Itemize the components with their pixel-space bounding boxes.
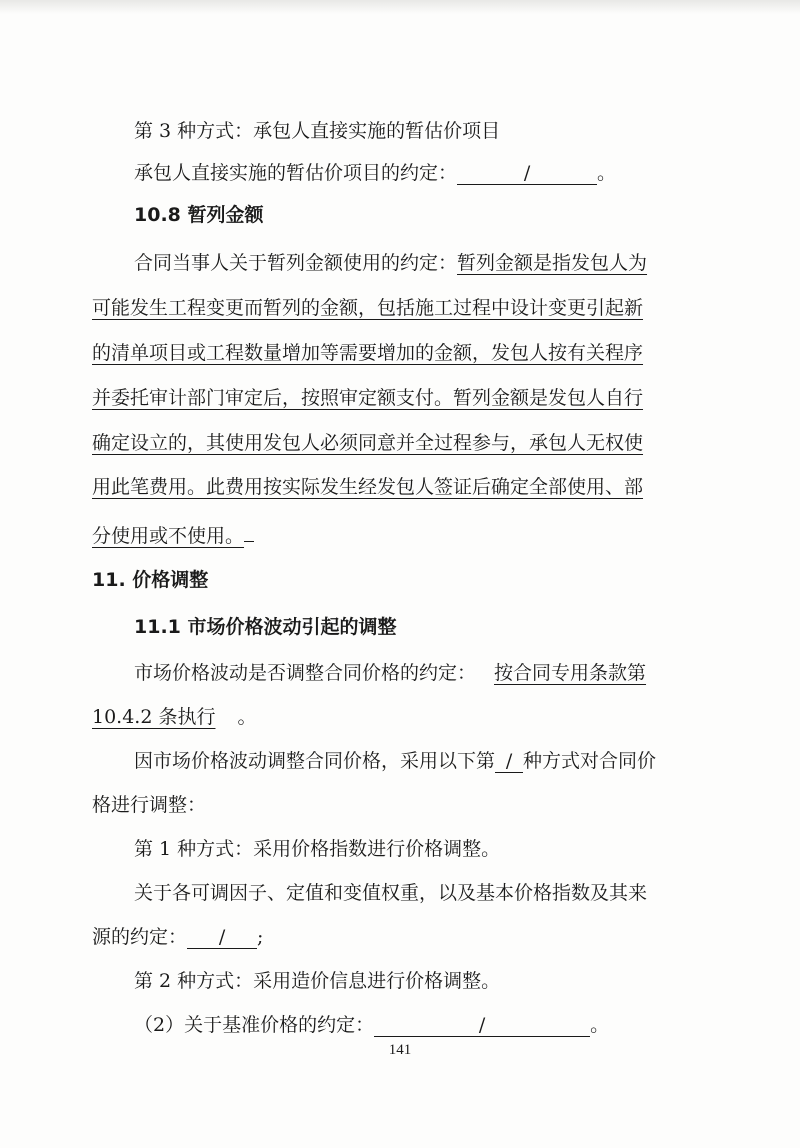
text: 承包人直接实施的暂估价项目的约定： <box>134 162 458 184</box>
heading-text: 11. 价格调整 <box>92 569 209 591</box>
method-3-heading <box>0 118 800 144</box>
paragraph-line <box>0 836 800 862</box>
underlined-text: 暂列金额是指发包人为 <box>457 252 648 274</box>
paragraph-line <box>0 968 800 994</box>
underlined-text: 10.4.2 条执行 <box>92 706 216 728</box>
fill-blank: / <box>187 926 257 949</box>
fill-blank: / <box>457 162 597 185</box>
paragraph-line <box>0 748 800 774</box>
text: ; <box>257 926 264 948</box>
heading-text: 10.8 暂列金额 <box>134 204 264 226</box>
paragraph-line <box>0 385 800 411</box>
paragraph-line <box>0 792 800 818</box>
paragraph-line <box>0 340 800 366</box>
text: 第 2 种方式：采用造价信息进行价格调整。 <box>134 970 501 992</box>
text: 合同当事人关于暂列金额使用的约定： <box>134 252 458 274</box>
text: 因市场价格波动调整合同价格，采用以下第 <box>134 750 496 772</box>
fill-blank: / <box>495 750 523 773</box>
section-11-heading <box>0 567 800 593</box>
underlined-text: 并委托审计部门审定后，按照审定额支付。暂列金额是发包人自行 <box>92 387 644 409</box>
underlined-text: 用此笔费用。此费用按实际发生经发包人签证后确定全部使用、部 <box>92 476 644 498</box>
section-10-8-heading <box>0 202 800 228</box>
page-number: 141 <box>388 1042 412 1058</box>
scan-edge <box>0 0 800 14</box>
text: 种方式对合同价 <box>523 750 657 772</box>
underlined-text: 按合同专用条款第 <box>494 662 647 684</box>
paragraph-line <box>0 519 800 549</box>
section-11-1-heading <box>0 614 800 640</box>
text: 。 <box>237 706 257 728</box>
text: 格进行调整： <box>92 794 207 816</box>
paragraph-line <box>0 1012 800 1038</box>
text: 第 1 种方式：采用价格指数进行价格调整。 <box>134 838 501 860</box>
underlined-text: 的清单项目或工程数量增加等需要增加的金额，发包人按有关程序 <box>92 342 644 364</box>
text: 源的约定： <box>92 926 188 948</box>
text: （2）关于基准价格的约定： <box>134 1014 375 1036</box>
paragraph-line <box>0 250 800 276</box>
fill-blank: / <box>374 1014 590 1037</box>
paragraph-line <box>0 660 800 686</box>
provisional-item-agreement <box>0 160 800 186</box>
paragraph-line <box>0 295 800 321</box>
paragraph-line <box>0 704 800 730</box>
text: 。 <box>590 1014 610 1036</box>
text: 第 3 种方式：承包人直接实施的暂估价项目 <box>134 120 501 142</box>
paragraph-line <box>0 474 800 500</box>
fill-blank <box>244 519 254 542</box>
text: 市场价格波动是否调整合同价格的约定： <box>134 662 477 684</box>
paragraph-line <box>0 924 800 950</box>
text: 。 <box>597 162 617 184</box>
heading-text: 11.1 市场价格波动引起的调整 <box>134 616 397 638</box>
underlined-text: 分使用或不使用。 <box>92 525 245 547</box>
paragraph-line <box>0 430 800 456</box>
underlined-text: 可能发生工程变更而暂列的金额，包括施工过程中设计变更引起新 <box>92 297 644 319</box>
underlined-text: 确定设立的，其使用发包人必须同意并全过程参与，承包人无权使 <box>92 432 644 454</box>
text: 关于各可调因子、定值和变值权重，以及基本价格指数及其来 <box>134 882 648 904</box>
paragraph-line <box>0 880 800 906</box>
